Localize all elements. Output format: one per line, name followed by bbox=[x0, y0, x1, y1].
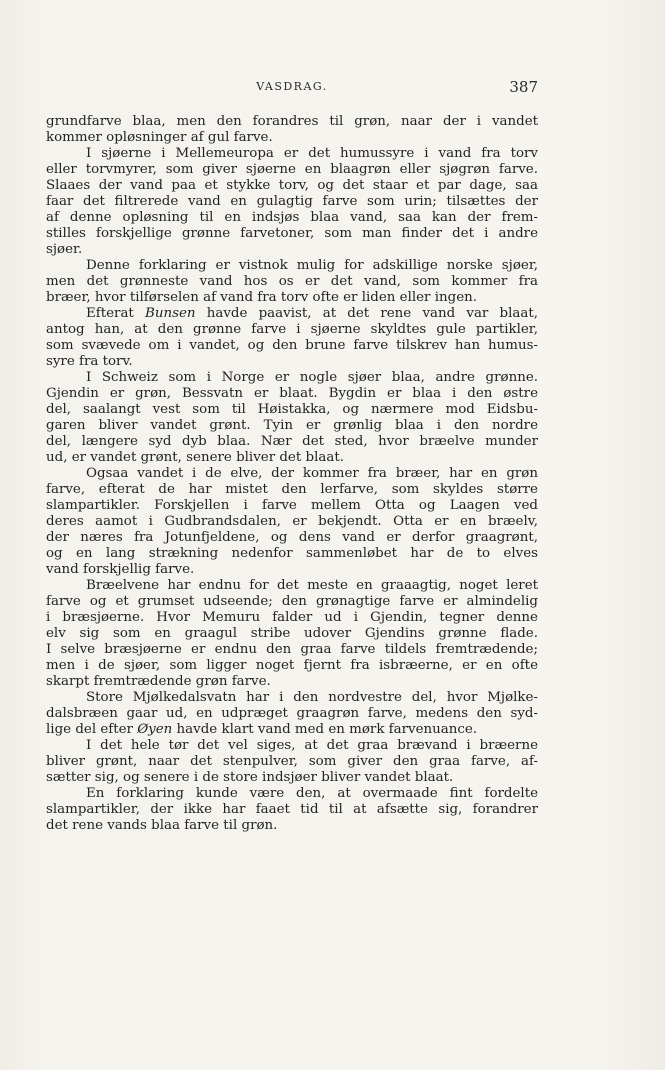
text-line: bræer, hvor tilførselen af vand fra torv ofte er liden eller ingen. bbox=[46, 290, 478, 305]
running-head: VASDRAG. bbox=[256, 80, 328, 93]
page-header bbox=[46, 80, 538, 100]
text-line: men i de sjøer, som ligger noget fjernt fra isbræerne, er en ofte bbox=[46, 658, 538, 673]
text-line: faar det filtrerede vand en gulagtig farve som urin; tilsættes der bbox=[46, 194, 538, 209]
text-line: I det hele tør det vel siges, at det graa brævand i bræerne bbox=[86, 738, 538, 753]
text-line: sjøer. bbox=[46, 242, 83, 257]
text-line: del, saalangt vest som til Høistakka, og nærmere mod Eidsbu- bbox=[46, 402, 538, 417]
text-line: af denne opløsning til en indsjøs blaa vand, saa kan der frem- bbox=[46, 210, 538, 225]
text-line: stilles forskjellige grønne farvetoner, som man finder det i andre bbox=[46, 226, 538, 241]
text-line: Denne forklaring er vistnok mulig for adskillige norske sjøer, bbox=[86, 258, 538, 273]
text-line: I selve bræsjøerne er endnu den graa farve tildels fremtrædende; bbox=[46, 642, 538, 657]
body-text bbox=[46, 114, 538, 834]
text-line: ud, er vandet grønt, senere bliver det blaat. bbox=[46, 450, 344, 465]
text-segment: Efterat bbox=[86, 306, 146, 321]
text-line: vand forskjellig farve. bbox=[46, 562, 195, 577]
text-line: farve, efterat de har mistet den lerfarve, som skyldes større bbox=[46, 482, 538, 497]
text-line: sætter sig, og senere i de store indsjøer bliver vandet blaat. bbox=[46, 770, 454, 785]
text-line: og en lang strækning nedenfor sammenløbet har de to elves bbox=[46, 546, 538, 561]
text-line: Gjendin er grøn, Bessvatn er blaat. Bygdin er blaa i den østre bbox=[46, 386, 538, 401]
text-line: Ogsaa vandet i de elve, der kommer fra bræer, har en grøn bbox=[86, 466, 538, 481]
italic-name: Øyen bbox=[137, 722, 173, 737]
text-segment: havde paavist, at det rene vand var blaat, bbox=[195, 306, 538, 321]
page-number: 387 bbox=[509, 78, 538, 96]
text-line: bliver grønt, naar det stenpulver, som giver den graa farve, af- bbox=[46, 754, 538, 769]
text-line bbox=[46, 722, 538, 738]
text-line: slampartikler, der ikke har faaet tid til at afsætte sig, forandrer bbox=[46, 802, 538, 817]
text-line: I sjøerne i Mellemeuropa er det humussyre i vand fra torv bbox=[86, 146, 538, 161]
text-line: dalsbræen gaar ud, en udpræget graagrøn farve, medens den syd- bbox=[46, 706, 538, 721]
text-line: farve og et grumset udseende; den grønagtige farve er almindelig bbox=[46, 594, 538, 609]
text-line: der næres fra Jotunfjeldene, og dens vand er derfor graagrønt, bbox=[46, 530, 538, 545]
text-segment: havde klart vand med en mørk farvenuance. bbox=[172, 722, 478, 737]
text-line: slampartikler. Forskjellen i farve mellem Otta og Laagen ved bbox=[46, 498, 538, 513]
text-line: det rene vands blaa farve til grøn. bbox=[46, 818, 278, 833]
text-line: syre fra torv. bbox=[46, 354, 133, 369]
text-line: i bræsjøerne. Hvor Memuru falder ud i Gjendin, tegner denne bbox=[46, 610, 538, 625]
text-line: garen bliver vandet grønt. Tyin er grønlig blaa i den nordre bbox=[46, 418, 538, 433]
text-line: kommer opløsninger af gul farve. bbox=[46, 130, 273, 145]
text-line: som svævede om i vandet, og den brune farve tilskrev han humus- bbox=[46, 338, 538, 353]
text-line: men det grønneste vand hos os er det vand, som kommer fra bbox=[46, 274, 538, 289]
text-line: Bræelvene har endnu for det meste en graaagtig, noget leret bbox=[86, 578, 538, 593]
italic-name: Bunsen bbox=[145, 306, 196, 321]
text-line: elv sig som en graagul stribe udover Gjendins grønne flade. bbox=[46, 626, 538, 641]
text-line: Store Mjølkedalsvatn har i den nordvestre del, hvor Mjølke- bbox=[86, 690, 538, 705]
text-line: eller torvmyrer, som giver sjøerne en blaagrøn eller sjøgrøn farve. bbox=[46, 162, 538, 177]
text-line: skarpt fremtrædende grøn farve. bbox=[46, 674, 271, 689]
text-segment: lige del efter bbox=[46, 722, 138, 737]
text-line bbox=[46, 306, 538, 322]
text-line: En forklaring kunde være den, at overmaade fint fordelte bbox=[86, 786, 538, 801]
text-line: grundfarve blaa, men den forandres til grøn, naar der i vandet bbox=[46, 114, 538, 129]
text-line: I Schweiz som i Norge er nogle sjøer blaa, andre grønne. bbox=[86, 370, 538, 385]
text-line: deres aamot i Gudbrandsdalen, er bekjendt. Otta er en bræelv, bbox=[46, 514, 538, 529]
text-line: antog han, at den grønne farve i sjøerne skyldtes gule partikler, bbox=[46, 322, 538, 337]
text-line: del, længere syd dyb blaa. Nær det sted, hvor bræelve munder bbox=[46, 434, 538, 449]
text-line: Slaaes der vand paa et stykke torv, og det staar et par dage, saa bbox=[46, 178, 538, 193]
